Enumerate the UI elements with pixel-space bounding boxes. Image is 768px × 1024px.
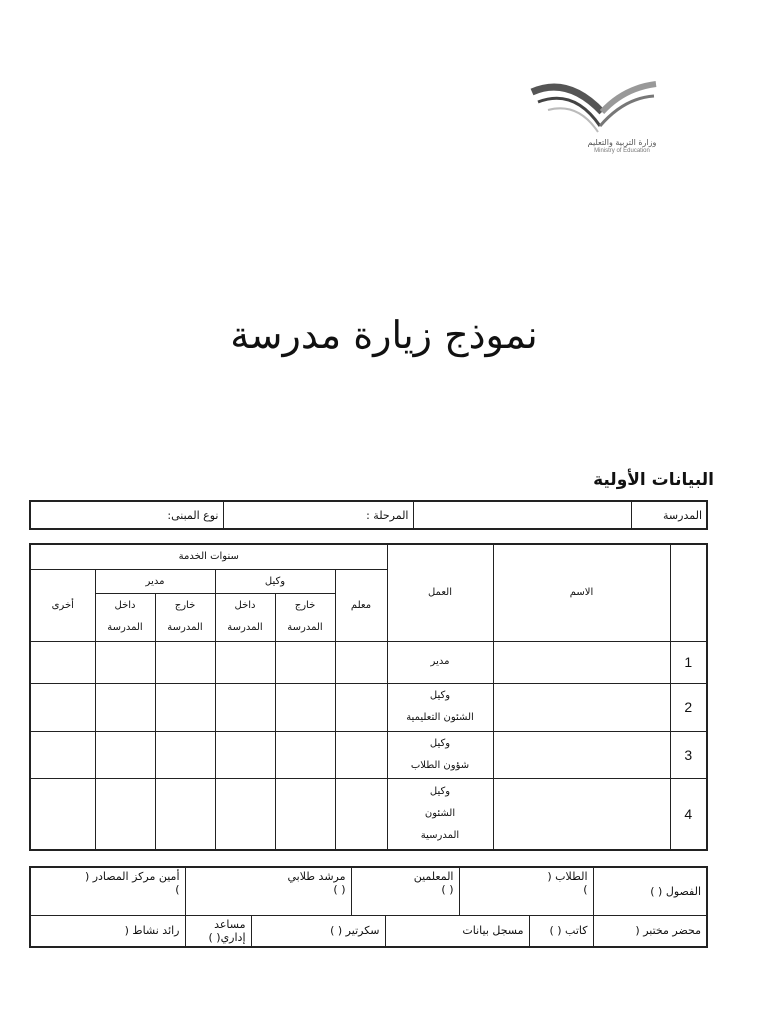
deputy-outside-cell[interactable] (275, 778, 335, 850)
principal-inside-cell[interactable] (95, 641, 155, 683)
header-name: الاسم (493, 544, 670, 641)
lab-assistant-field[interactable]: محضر مختبر ( (593, 915, 707, 947)
header-deputy-outside: خارج المدرسة (275, 593, 335, 641)
teacher-cell[interactable] (335, 778, 387, 850)
resource-center-field[interactable]: أمين مركز المصادر ( ) (30, 867, 185, 915)
deputy-outside-cell[interactable] (275, 641, 335, 683)
teacher-cell[interactable] (335, 731, 387, 778)
deputy-outside-cell[interactable] (275, 731, 335, 778)
header-deputy: وكيل (215, 569, 335, 593)
table-row (30, 641, 707, 683)
logo-caption-en: Ministry of Education (594, 148, 650, 154)
counselor-count-field[interactable]: مرشد طلابي ( ) (185, 867, 351, 915)
job-cell: وكيل شؤون الطلاب (387, 731, 493, 778)
name-cell[interactable] (493, 731, 670, 778)
info-table (29, 500, 708, 530)
principal-inside-cell[interactable] (95, 778, 155, 850)
principal-inside-cell[interactable] (95, 731, 155, 778)
section-heading: البيانات الأولية (593, 470, 714, 490)
logo-caption-ar: وزارة التربية والتعليم (587, 138, 657, 147)
name-cell[interactable] (493, 683, 670, 731)
header-teacher: معلم (335, 569, 387, 641)
header-principal-outside: خارج المدرسة (155, 593, 215, 641)
name-cell[interactable] (493, 778, 670, 850)
row-number: 1 (670, 641, 707, 683)
job-cell: مدير (387, 641, 493, 683)
principal-outside-cell[interactable] (155, 683, 215, 731)
header-other: أخرى (30, 569, 95, 641)
activity-leader-field[interactable]: رائد نشاط ( (30, 915, 185, 947)
row-number: 2 (670, 683, 707, 731)
principal-inside-cell[interactable] (95, 683, 155, 731)
page-title: نموذج زيارة مدرسة (230, 313, 538, 358)
admin-assistant-field[interactable]: مساعد إداري( ) (185, 915, 251, 947)
principal-outside-cell[interactable] (155, 731, 215, 778)
deputy-outside-cell[interactable] (275, 683, 335, 731)
table-row (30, 731, 707, 778)
school-label: المدرسة (631, 501, 707, 529)
deputy-inside-cell[interactable] (215, 731, 275, 778)
other-cell[interactable] (30, 683, 95, 731)
job-cell: وكيل الشئون التعليمية (387, 683, 493, 731)
table-row (30, 778, 707, 850)
teacher-cell[interactable] (335, 683, 387, 731)
header-job: العمل (387, 544, 493, 641)
deputy-inside-cell[interactable] (215, 641, 275, 683)
teachers-count-field[interactable]: المعلمين ( ) (351, 867, 459, 915)
data-entry-field[interactable]: مسجل بيانات (385, 915, 529, 947)
other-cell[interactable] (30, 778, 95, 850)
header-service-years: سنوات الخدمة (30, 544, 387, 569)
name-cell[interactable] (493, 641, 670, 683)
school-value[interactable] (413, 501, 631, 529)
classes-count-field[interactable]: الفصول ( ) (593, 867, 707, 915)
students-count-field[interactable]: الطلاب ( ) (459, 867, 593, 915)
principal-outside-cell[interactable] (155, 641, 215, 683)
building-type-label[interactable]: نوع المبنى: (30, 501, 223, 529)
teacher-cell[interactable] (335, 641, 387, 683)
table-row (30, 683, 707, 731)
header-principal-inside: داخل المدرسة (95, 593, 155, 641)
other-cell[interactable] (30, 641, 95, 683)
counts-table (29, 866, 708, 948)
deputy-inside-cell[interactable] (215, 778, 275, 850)
principal-outside-cell[interactable] (155, 778, 215, 850)
job-cell: وكيل الشئون المدرسية (387, 778, 493, 850)
staff-table (29, 543, 708, 851)
other-cell[interactable] (30, 731, 95, 778)
row-number: 3 (670, 731, 707, 778)
header-principal: مدير (95, 569, 215, 593)
header-num (670, 544, 707, 641)
deputy-inside-cell[interactable] (215, 683, 275, 731)
clerk-field[interactable]: كاتب ( ) (529, 915, 593, 947)
header-deputy-inside: داخل المدرسة (215, 593, 275, 641)
secretary-field[interactable]: سكرتير ( ) (251, 915, 385, 947)
stage-label[interactable]: المرحلة : (223, 501, 413, 529)
row-number: 4 (670, 778, 707, 850)
